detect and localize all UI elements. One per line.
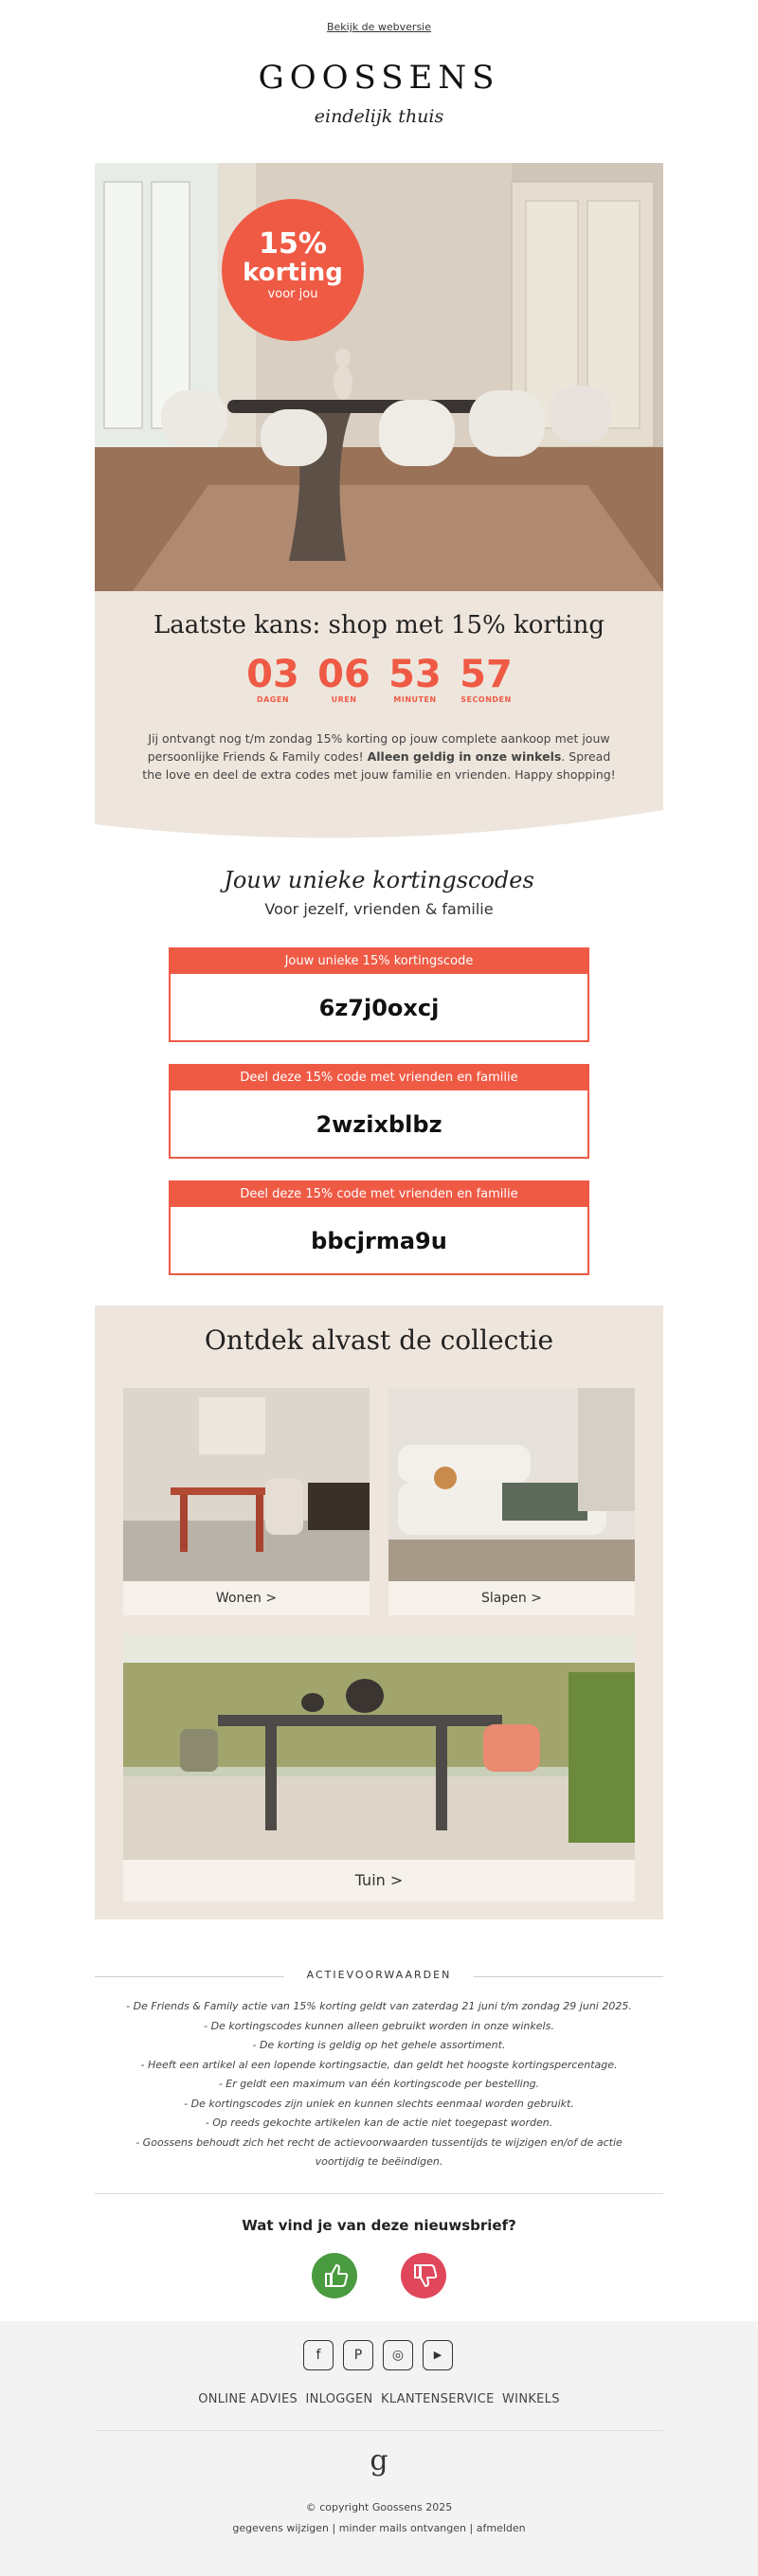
badge-percentage: 15% [259, 227, 327, 261]
collection-tile-wonen[interactable] [123, 1388, 370, 1615]
hero-image[interactable] [95, 163, 663, 591]
brand-tagline: eindelijk thuis [314, 106, 444, 127]
thumbs-up-button[interactable] [312, 2253, 357, 2298]
countdown-seconds-label: SECONDEN [460, 695, 512, 704]
promo-intro-text [137, 730, 621, 784]
collection-tile-tuin[interactable] [123, 1634, 635, 1901]
thumbs-down-button[interactable] [401, 2253, 446, 2298]
countdown-hours [316, 654, 372, 704]
divider-line-right [474, 1976, 663, 1977]
collection-tile-label[interactable] [123, 1581, 370, 1615]
countdown-hours-label: UREN [331, 695, 357, 704]
footer-divider [95, 2430, 663, 2431]
codes-heading: Jouw unieke kortingscodes [224, 867, 534, 893]
condition-line: - Goossens behoudt zich het recht de actievoorwaarden tussentijds te wijzigen en/of de actie voortijdig te beëindigen. [135, 2135, 623, 2168]
countdown-days [244, 654, 301, 704]
instagram-icon[interactable]: ◎ [383, 2340, 413, 2370]
badge-voor-jou: voor jou [267, 287, 318, 301]
share-code-value[interactable]: 2wzixblbz [316, 1111, 442, 1138]
footer-link-inloggen[interactable]: INLOGGEN [305, 2392, 373, 2406]
thumbs-up-icon [312, 2253, 357, 2298]
conditions-text [123, 1997, 635, 2172]
chevron-right-icon: > [531, 1591, 542, 1606]
countdown-minutes-label: MINUTEN [393, 695, 437, 704]
countdown-days-label: DAGEN [256, 695, 290, 704]
separator: | [332, 2522, 336, 2534]
facebook-icon[interactable]: f [303, 2340, 334, 2370]
link-gegevens-wijzigen[interactable]: gegevens wijzigen [232, 2522, 330, 2534]
collection-tile-slapen[interactable] [388, 1388, 635, 1615]
tuin-image [123, 1634, 635, 1860]
footer-link-klantenservice[interactable]: KLANTENSERVICE [381, 2392, 495, 2406]
slapen-image [388, 1388, 635, 1581]
collection-tile-label[interactable] [388, 1581, 635, 1615]
chevron-right-icon: > [389, 1871, 404, 1889]
discount-code-value[interactable]: 6z7j0oxcj [318, 995, 440, 1021]
badge-korting: korting [243, 259, 343, 287]
condition-line: - De Friends & Family actie van 15% korting geldt van zaterdag 21 juni t/m zondag 29 juni 2025. [126, 2000, 632, 2012]
condition-line: - De korting is geldig op het gehele assortiment. [252, 2039, 506, 2051]
condition-line: - Op reeds gekochte artikelen kan de actie niet toegepast worden. [205, 2117, 553, 2129]
feedback-question: Wat vind je van deze nieuwsbrief? [242, 2217, 516, 2234]
codes-subheading: Voor jezelf, vrienden & familie [264, 900, 494, 918]
separator: | [469, 2522, 474, 2534]
countdown-minutes-value: 53 [388, 653, 442, 696]
share-code-card[interactable] [169, 1180, 589, 1275]
tile-label-text: Slapen [481, 1591, 527, 1606]
collection-tile-label[interactable] [123, 1860, 635, 1901]
collection-title: Ontdek alvast de collectie [204, 1324, 554, 1356]
promo-title: Laatste kans: shop met 15% korting [153, 611, 605, 639]
footer-account-links [0, 2522, 758, 2534]
conditions-heading-row [95, 1967, 663, 1986]
dining-room-illustration [95, 163, 663, 591]
link-minder-mails[interactable]: minder mails ontvangen [338, 2522, 467, 2534]
pinterest-icon[interactable]: P [343, 2340, 373, 2370]
wonen-image [123, 1388, 370, 1581]
footer-nav [0, 2392, 758, 2406]
section-divider [95, 2193, 663, 2194]
countdown-hours-value: 06 [317, 653, 370, 696]
footer-link-online-advies[interactable]: ONLINE ADVIES [198, 2392, 298, 2406]
tile-label-text: Tuin [354, 1871, 386, 1889]
thumbs-down-icon [401, 2253, 446, 2298]
condition-line: - Heeft een artikel al een lopende kortingsactie, dan geldt het hoogste kortingspercentage. [140, 2058, 618, 2071]
discount-code-label: Jouw unieke 15% kortingscode [171, 949, 587, 974]
share-code-value[interactable]: bbcjrma9u [311, 1228, 447, 1254]
condition-line: - Er geldt een maximum van één kortingscode per bestelling. [218, 2078, 540, 2090]
chevron-right-icon: > [265, 1591, 278, 1606]
discount-badge [222, 199, 364, 341]
youtube-icon[interactable]: ▶ [423, 2340, 453, 2370]
link-afmelden[interactable]: afmelden [476, 2522, 526, 2534]
discount-code-card[interactable] [169, 947, 589, 1042]
brand-logo[interactable]: GOOSSENS [258, 59, 500, 97]
intro-text-part1: Jij ontvangt nog t/m zondag 15% korting op jouw complete aankoop met jouw persoonlijke Friends & Family codes! [147, 731, 610, 764]
countdown-minutes [387, 654, 443, 704]
copyright-text: © copyright Goossens 2025 [305, 2501, 453, 2513]
goossens-monogram-logo: g [370, 2444, 388, 2477]
share-code-label: Deel deze 15% code met vrienden en familie [171, 1182, 587, 1207]
share-code-label: Deel deze 15% code met vrienden en familie [171, 1066, 587, 1090]
conditions-heading: ACTIEVOORWAARDEN [306, 1969, 452, 1981]
intro-text-part2: . Spread the love en deel de extra codes met jouw familie en vrienden. Happy shopping! [142, 749, 616, 782]
section-wave-divider [95, 805, 663, 853]
footer-link-winkels[interactable]: WINKELS [502, 2392, 560, 2406]
intro-text-bold: Alleen geldig in onze winkels [367, 749, 562, 764]
condition-line: - De kortingscodes kunnen alleen gebruikt worden in onze winkels. [204, 2019, 554, 2032]
share-code-card[interactable] [169, 1064, 589, 1159]
countdown-seconds [458, 654, 514, 704]
countdown-days-value: 03 [246, 653, 299, 696]
countdown-seconds-value: 57 [460, 653, 513, 696]
condition-line: - De kortingscodes zijn uniek en kunnen slechts eenmaal worden gebruikt. [184, 2097, 574, 2110]
tile-label-text: Wonen [215, 1591, 262, 1606]
webversion-link[interactable]: Bekijk de webversie [326, 21, 431, 33]
